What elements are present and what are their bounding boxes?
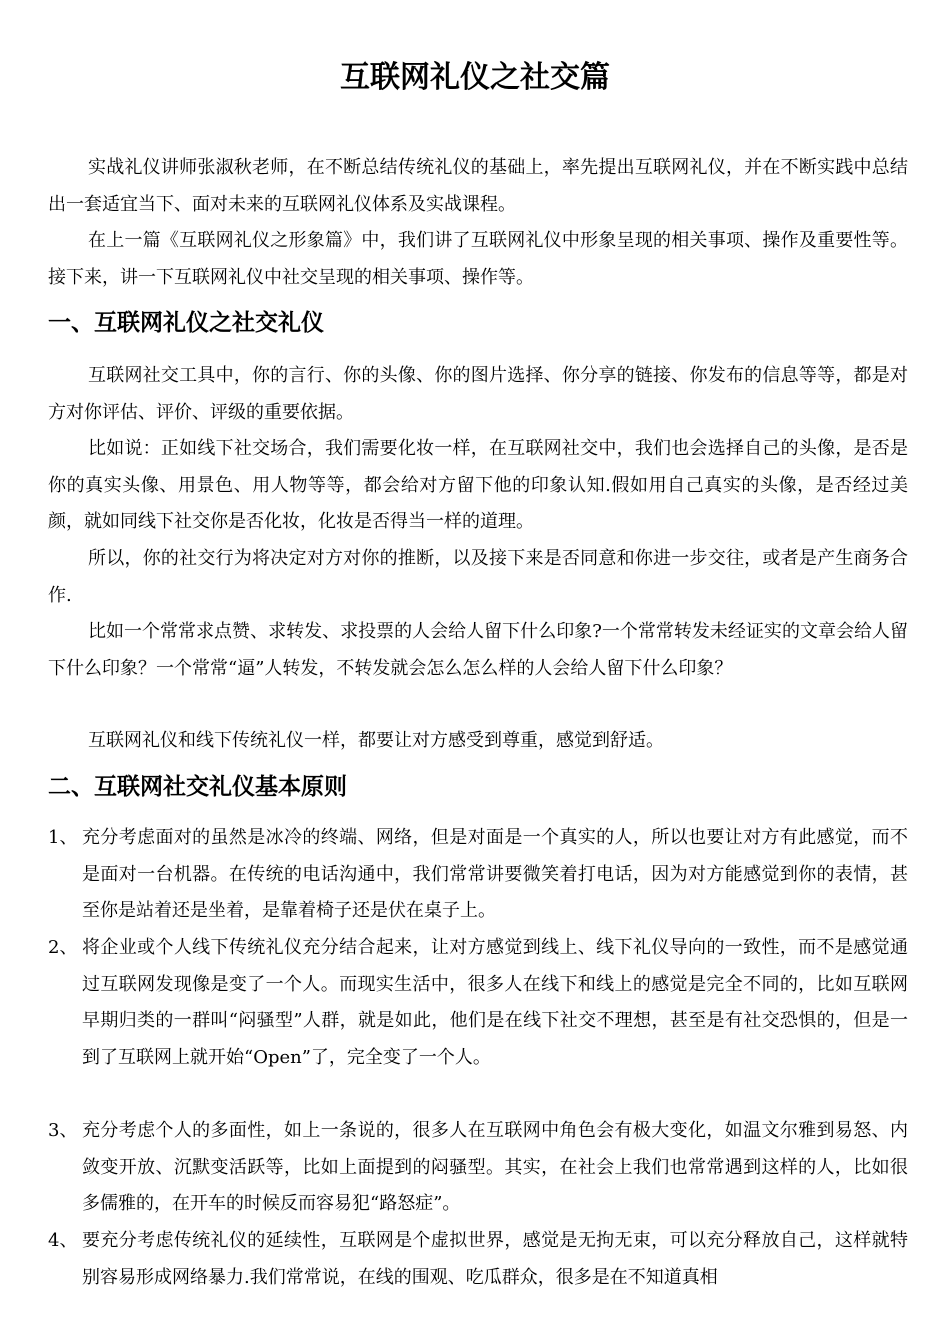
- list-number: 3、: [48, 1120, 78, 1141]
- section1-paragraph-5: 互联网礼仪和线下传统礼仪一样，都要让对方感受到尊重，感觉到舒适。: [88, 730, 664, 751]
- principle-item-2: [48, 930, 908, 1076]
- section1-paragraph-1: 互联网社交工具中，你的言行、你的头像、你的图片选择、你分享的链接、你发布的信息等等，都是对方对你评估、评价、评级的重要依据。: [48, 365, 908, 423]
- section-heading-1: 一、互联网礼仪之社交礼仪: [48, 309, 324, 336]
- list-number: 4、: [48, 1230, 78, 1251]
- principle-item-1: [48, 820, 908, 930]
- document-title: 互联网礼仪之社交篇: [340, 60, 610, 95]
- list-item-text: 将企业或个人线下传统礼仪充分结合起来，让对方感觉到线上、线下礼仪导向的一致性，而不是感觉通过互联网发现像是变了一个人。而现实生活中，很多人在线下和线上的感觉是完全不同的，比如互联网早期归类的一群叫“闷骚型”人群，就是如此，他们是在线下社交不理想，甚至是有社交恐惧的，但是一到了互联网上就开始“Open”了，完全变了一个人。: [82, 937, 908, 1068]
- principle-item-4: [48, 1223, 908, 1296]
- list-item-text: 充分考虑个人的多面性，如上一条说的，很多人在互联网中角色会有极大变化，如温文尔雅到易怒、内敛变开放、沉默变活跃等，比如上面提到的闷骚型。其实，在社会上我们也常常遇到这样的人，比如很多儒雅的，在开车的时候反而容易犯“路怒症”。: [82, 1120, 908, 1214]
- section1-paragraph-4: 比如一个常常求点赞、求转发、求投票的人会给人留下什么印象?一个常常转发未经证实的文章会给人留下什么印象？一个常常“逼”人转发，不转发就会怎么怎么样的人会给人留下什么印象？: [48, 621, 908, 679]
- section-heading-2: 二、互联网社交礼仪基本原则: [48, 773, 347, 800]
- list-number: 2、: [48, 937, 78, 958]
- list-number: 1、: [48, 827, 78, 848]
- principle-item-3: [48, 1113, 908, 1223]
- section1-paragraph-2: 比如说：正如线下社交场合，我们需要化妆一样，在互联网社交中，我们也会选择自己的头像，是否是你的真实头像、用景色、用人物等等，都会给对方留下他的印象认知.假如用自己真实的头像，是否经过美颜，就如同线下社交你是否化妆，化妆是否得当一样的道理。: [48, 438, 908, 532]
- intro-paragraph-2: 在上一篇《互联网礼仪之形象篇》中，我们讲了互联网礼仪中形象呈现的相关事项、操作及重要性等。接下来，讲一下互联网礼仪中社交呈现的相关事项、操作等。: [48, 230, 908, 288]
- section1-paragraph-3: 所以，你的社交行为将决定对方对你的推断，以及接下来是否同意和你进一步交往，或者是产生商务合作.: [48, 548, 908, 606]
- list-item-text: 要充分考虑传统礼仪的延续性，互联网是个虚拟世界，感觉是无拘无束，可以充分释放自己，这样就特别容易形成网络暴力.我们常常说，在线的围观、吃瓜群众，很多是在不知道真相: [82, 1230, 908, 1288]
- list-item-text: 充分考虑面对的虽然是冰冷的终端、网络，但是对面是一个真实的人，所以也要让对方有此感觉，而不是面对一台机器。在传统的电话沟通中，我们常常讲要微笑着打电话，因为对方能感觉到你的表情，甚至你是站着还是坐着，是靠着椅子还是伏在桌子上。: [82, 827, 908, 921]
- intro-paragraph-1: 实战礼仪讲师张淑秋老师，在不断总结传统礼仪的基础上，率先提出互联网礼仪，并在不断实践中总结出一套适宜当下、面对未来的互联网礼仪体系及实战课程。: [48, 157, 908, 215]
